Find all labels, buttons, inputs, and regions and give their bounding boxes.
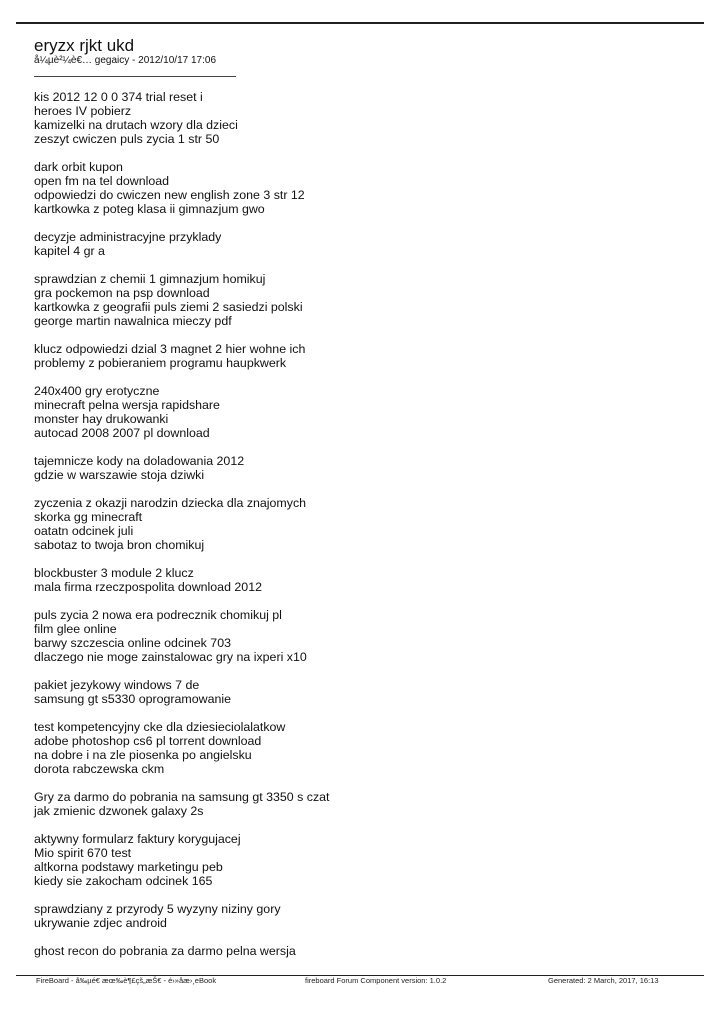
text-line: test kompetencyjny cke dla dziesieciolalatkow: [34, 720, 286, 734]
text-line: Gry za darmo do pobrania na samsung gt 3350 s czat: [34, 790, 330, 804]
text-line: kapitel 4 gr a: [34, 244, 105, 258]
text-line: dlaczego nie moge zainstalowac gry na ixperi x10: [34, 650, 307, 664]
text-line: problemy z pobieraniem programu haupkwerk: [34, 356, 287, 370]
footer-site-name: FireBoard - å‰µé€ æœ‰è¶£çš„æŠ€ - é›»åæ›¸eBook: [36, 976, 217, 985]
text-line: jak zmienic dzwonek galaxy 2s: [34, 804, 204, 818]
text-line: blockbuster 3 module 2 klucz: [34, 566, 194, 580]
text-line: ghost recon do pobrania za darmo pelna wersja: [34, 944, 296, 958]
text-line: na dobre i na zle piosenka po angielsku: [34, 748, 252, 762]
paragraph: [34, 90, 694, 146]
text-line: samsung gt s5330 oprogramowanie: [34, 692, 231, 706]
paragraph: [34, 608, 694, 664]
text-line: klucz odpowiedzi dzial 3 magnet 2 hier wohne ich: [34, 342, 306, 356]
paragraph: [34, 342, 694, 370]
text-line: 240x400 gry erotyczne: [34, 384, 160, 398]
text-line: pakiet jezykowy windows 7 de: [34, 678, 200, 692]
paragraph: [34, 944, 694, 958]
text-line: Mio spirit 670 test: [34, 846, 132, 860]
text-line: sabotaz to twoja bron chomikuj: [34, 538, 205, 552]
paragraph: [34, 720, 694, 776]
text-line: autocad 2008 2007 pl download: [34, 426, 210, 440]
paragraph: [34, 454, 694, 482]
text-line: zeszyt cwiczen puls zycia 1 str 50: [34, 132, 220, 146]
text-line: kiedy sie zakocham odcinek 165: [34, 874, 213, 888]
text-line: barwy szczescia online odcinek 703: [34, 636, 231, 650]
paragraph: [34, 160, 694, 216]
paragraph: [34, 496, 694, 552]
text-line: sprawdzian z chemii 1 gimnazjum homikuj: [34, 272, 266, 286]
paragraph: [34, 678, 694, 706]
text-line: kartkowka z geografii puls ziemi 2 sasiedzi polski: [34, 300, 303, 314]
text-line: adobe photoshop cs6 pl torrent download: [34, 734, 262, 748]
text-line: kis 2012 12 0 0 374 trial reset i: [34, 90, 203, 104]
text-line: ukrywanie zdjec android: [34, 916, 167, 930]
footer-generated-date: Generated: 2 March, 2017, 16:13: [548, 976, 659, 985]
text-line: film glee online: [34, 622, 117, 636]
paragraph: [34, 566, 694, 594]
post-meta: å¼µè²¼è€… gegaicy - 2012/10/17 17:06: [34, 55, 217, 66]
text-line: george martin nawalnica mieczy pdf: [34, 314, 232, 328]
paragraph: [34, 790, 694, 818]
text-line: heroes IV pobierz: [34, 104, 132, 118]
text-line: decyzje administracyjne przyklady: [34, 230, 222, 244]
text-line: aktywny formularz faktury korygujacej: [34, 832, 241, 846]
text-line: mala firma rzeczpospolita download 2012: [34, 580, 262, 594]
text-line: open fm na tel download: [34, 174, 170, 188]
post-title: eryzx rjkt ukd: [34, 36, 135, 55]
text-line: oatatn odcinek juli: [34, 524, 134, 538]
paragraph: [34, 384, 694, 440]
text-line: puls zycia 2 nowa era podrecznik chomikuj pl: [34, 608, 282, 622]
text-line: sprawdziany z przyrody 5 wyzyny niziny gory: [34, 902, 281, 916]
paragraph: [34, 832, 694, 888]
text-line: altkorna podstawy marketingu peb: [34, 860, 223, 874]
paragraph: [34, 230, 694, 258]
text-line: gra pockemon na psp download: [34, 286, 210, 300]
text-line: zyczenia z okazji narodzin dziecka dla znajomych: [34, 496, 307, 510]
meta-divider: [34, 76, 236, 77]
footer-component-version: fireboard Forum Component version: 1.0.2: [305, 976, 447, 985]
text-line: kartkowka z poteg klasa ii gimnazjum gwo: [34, 202, 265, 216]
top-divider: [16, 22, 704, 24]
text-line: gdzie w warszawie stoja dziwki: [34, 468, 205, 482]
text-line: dark orbit kupon: [34, 160, 123, 174]
text-line: dorota rabczewska ckm: [34, 762, 165, 776]
text-line: skorka gg minecraft: [34, 510, 143, 524]
paragraph: [34, 272, 694, 328]
post-body: [34, 90, 694, 972]
text-line: kamizelki na drutach wzory dla dzieci: [34, 118, 238, 132]
paragraph: [34, 902, 694, 930]
text-line: tajemnicze kody na doladowania 2012: [34, 454, 245, 468]
text-line: minecraft pelna wersja rapidshare: [34, 398, 220, 412]
text-line: odpowiedzi do cwiczen new english zone 3 str 12: [34, 188, 305, 202]
text-line: monster hay drukowanki: [34, 412, 169, 426]
